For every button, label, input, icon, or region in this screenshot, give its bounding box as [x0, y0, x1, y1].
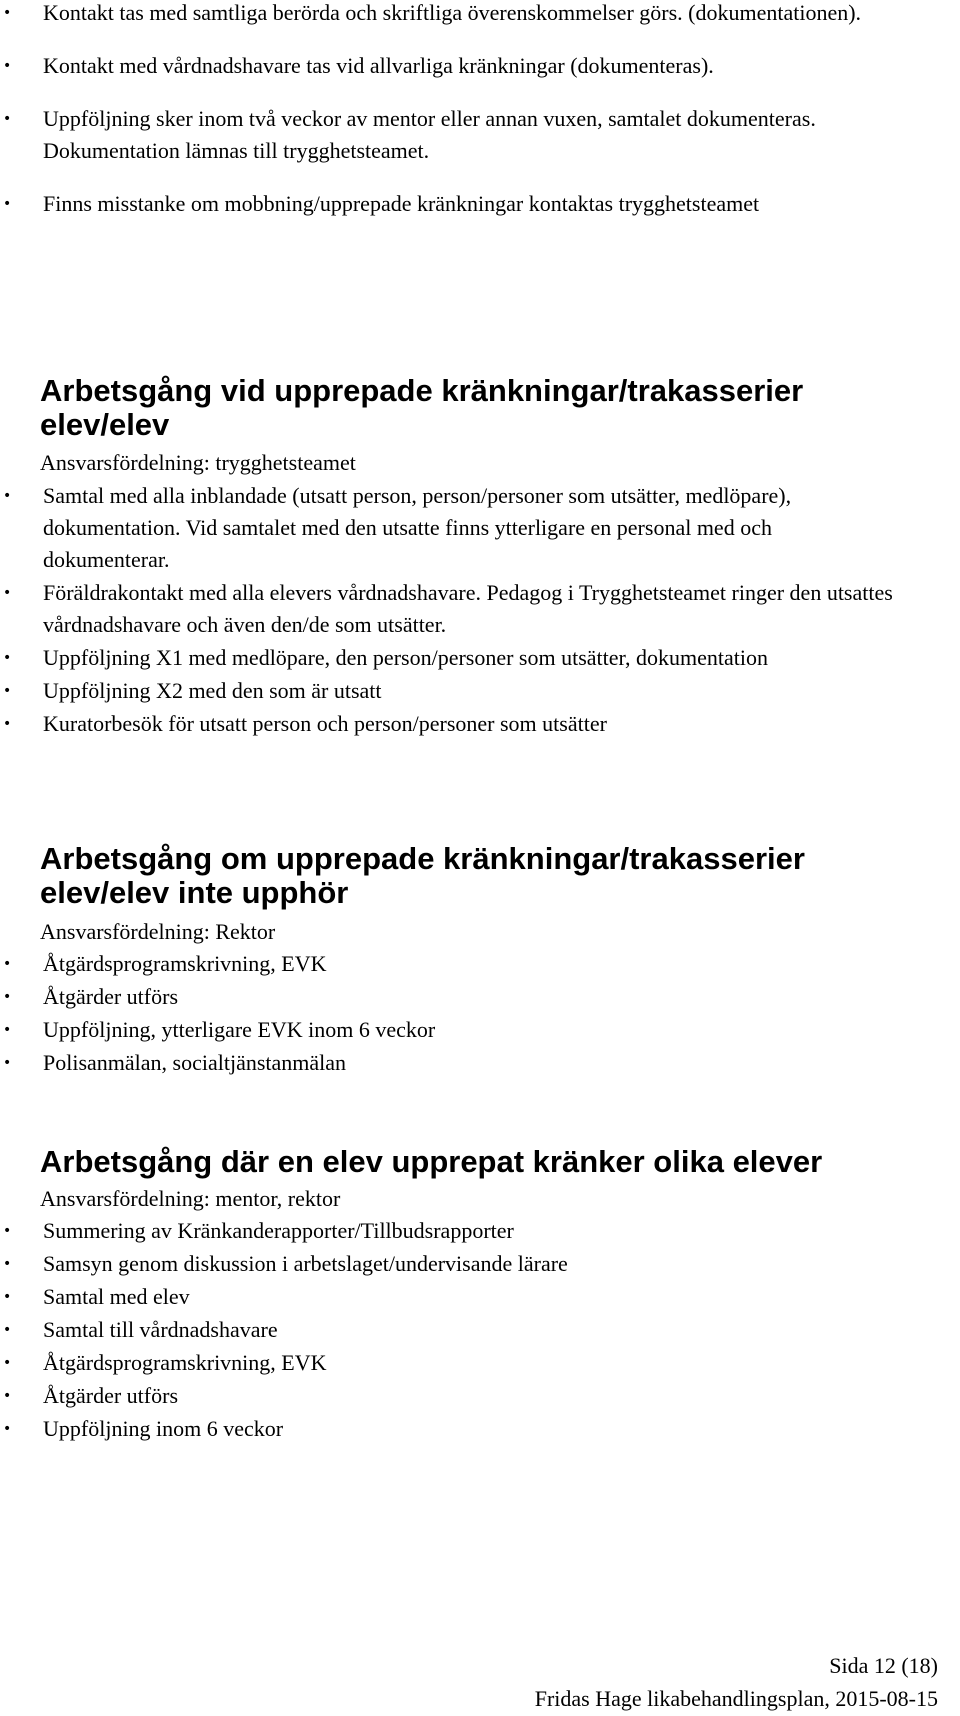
responsibility-text: Ansvarsfördelning: trygghetsteamet	[40, 450, 356, 475]
section-heading	[40, 842, 920, 910]
section-heading	[40, 374, 920, 442]
list-item-text: Kuratorbesök för utsatt person och person/personer som utsätter	[43, 711, 607, 736]
list-item	[0, 188, 900, 220]
section-heading	[40, 1145, 920, 1179]
list-item	[0, 1347, 900, 1379]
bullet-icon: •	[3, 956, 12, 972]
list-item	[0, 1215, 900, 1247]
list-item-text: Samtal med alla inblandade (utsatt person, person/personer som utsätter, medlöpare), dokumentation. Vid samtalet med den utsatte finns ytterligare en personal med och dokumenterar.	[43, 483, 792, 572]
bullet-icon: •	[3, 196, 12, 212]
list-item	[0, 103, 900, 167]
intro-bullet-list	[0, 0, 900, 220]
list-item	[0, 1413, 900, 1445]
list-item	[0, 1248, 900, 1280]
responsibility-text: Ansvarsfördelning: mentor, rektor	[40, 1186, 341, 1211]
bullet-icon: •	[3, 5, 12, 21]
list-item-text: Samsyn genom diskussion i arbetslaget/undervisande lärare	[43, 1251, 568, 1276]
bullet-icon: •	[3, 716, 12, 732]
bullet-icon: •	[3, 1421, 12, 1437]
list-item	[0, 480, 900, 576]
section-bullet-list	[0, 480, 900, 740]
list-item	[0, 981, 900, 1013]
list-item-text: Kontakt tas med samtliga berörda och skriftliga överenskommelser görs. (dokumentationen).	[43, 0, 862, 25]
list-item-text: Finns misstanke om mobbning/upprepade kränkningar kontaktas trygghetsteamet	[43, 191, 760, 216]
list-item-text: Uppföljning sker inom två veckor av mentor eller annan vuxen, samtalet dokumenteras. Dokumentation lämnas till trygghetsteamet.	[43, 106, 816, 163]
list-item	[0, 642, 900, 674]
list-item	[0, 1380, 900, 1412]
list-item-text: Uppföljning inom 6 veckor	[43, 1416, 284, 1441]
section-heading-line: elev/elev inte upphör	[40, 875, 349, 910]
list-item-text: Åtgärdsprogramskrivning, EVK	[43, 1350, 327, 1375]
list-item-text: Samtal till vårdnadshavare	[43, 1317, 278, 1342]
list-item	[0, 1014, 900, 1046]
list-item-text: Åtgärdsprogramskrivning, EVK	[43, 951, 327, 976]
list-item-text: Kontakt med vårdnadshavare tas vid allvarliga kränkningar (dokumenteras).	[43, 53, 714, 78]
bullet-icon: •	[3, 1055, 12, 1071]
bullet-icon: •	[3, 1355, 12, 1371]
bullet-icon: •	[3, 1223, 12, 1239]
list-item-text: Uppföljning, ytterligare EVK inom 6 veckor	[43, 1017, 436, 1042]
section-bullet-list	[0, 948, 900, 1079]
bullet-icon: •	[3, 1289, 12, 1305]
list-item	[0, 708, 900, 740]
bullet-icon: •	[3, 1388, 12, 1404]
list-item	[0, 675, 900, 707]
section-heading-line: elev/elev	[40, 407, 170, 442]
list-item	[0, 1047, 900, 1079]
bullet-icon: •	[3, 58, 12, 74]
list-item-text: Polisanmälan, socialtjänstanmälan	[43, 1050, 347, 1075]
list-item-text: Uppföljning X1 med medlöpare, den person/personer som utsätter, dokumentation	[43, 645, 768, 670]
bullet-icon: •	[3, 1022, 12, 1038]
bullet-icon: •	[3, 1256, 12, 1272]
list-item-text: Åtgärder utförs	[43, 984, 179, 1009]
section-heading-line: Arbetsgång där en elev upprepat kränker olika elever	[40, 1144, 823, 1179]
bullet-icon: •	[3, 989, 12, 1005]
bullet-icon: •	[3, 585, 12, 601]
list-item	[0, 1314, 900, 1346]
section-heading-line: Arbetsgång vid upprepade kränkningar/trakasserier	[40, 373, 804, 408]
list-item	[0, 0, 900, 29]
bullet-icon: •	[3, 1322, 12, 1338]
bullet-icon: •	[3, 650, 12, 666]
page-number: Sida 12 (18)	[829, 1653, 938, 1678]
list-item-text: Åtgärder utförs	[43, 1383, 179, 1408]
list-item-text: Uppföljning X2 med den som är utsatt	[43, 678, 382, 703]
list-item	[0, 577, 900, 641]
list-item-text: Föräldrakontakt med alla elevers vårdnadshavare. Pedagog i Trygghetsteamet ringer den utsattes vårdnadshavare och även den/de som utsätter.	[43, 580, 893, 637]
list-item-text: Samtal med elev	[43, 1284, 190, 1309]
section-heading-line: Arbetsgång om upprepade kränkningar/trakasserier	[40, 841, 805, 876]
bullet-icon: •	[3, 111, 12, 127]
responsibility-text: Ansvarsfördelning: Rektor	[40, 919, 276, 944]
bullet-icon: •	[3, 488, 12, 504]
bullet-icon: •	[3, 683, 12, 699]
document-info-footer: Fridas Hage likabehandlingsplan, 2015-08-15	[534, 1686, 938, 1711]
list-item	[0, 50, 900, 82]
list-item-text: Summering av Kränkanderapporter/Tillbudsrapporter	[43, 1218, 514, 1243]
section-bullet-list	[0, 1215, 900, 1445]
list-item	[0, 948, 900, 980]
list-item	[0, 1281, 900, 1313]
